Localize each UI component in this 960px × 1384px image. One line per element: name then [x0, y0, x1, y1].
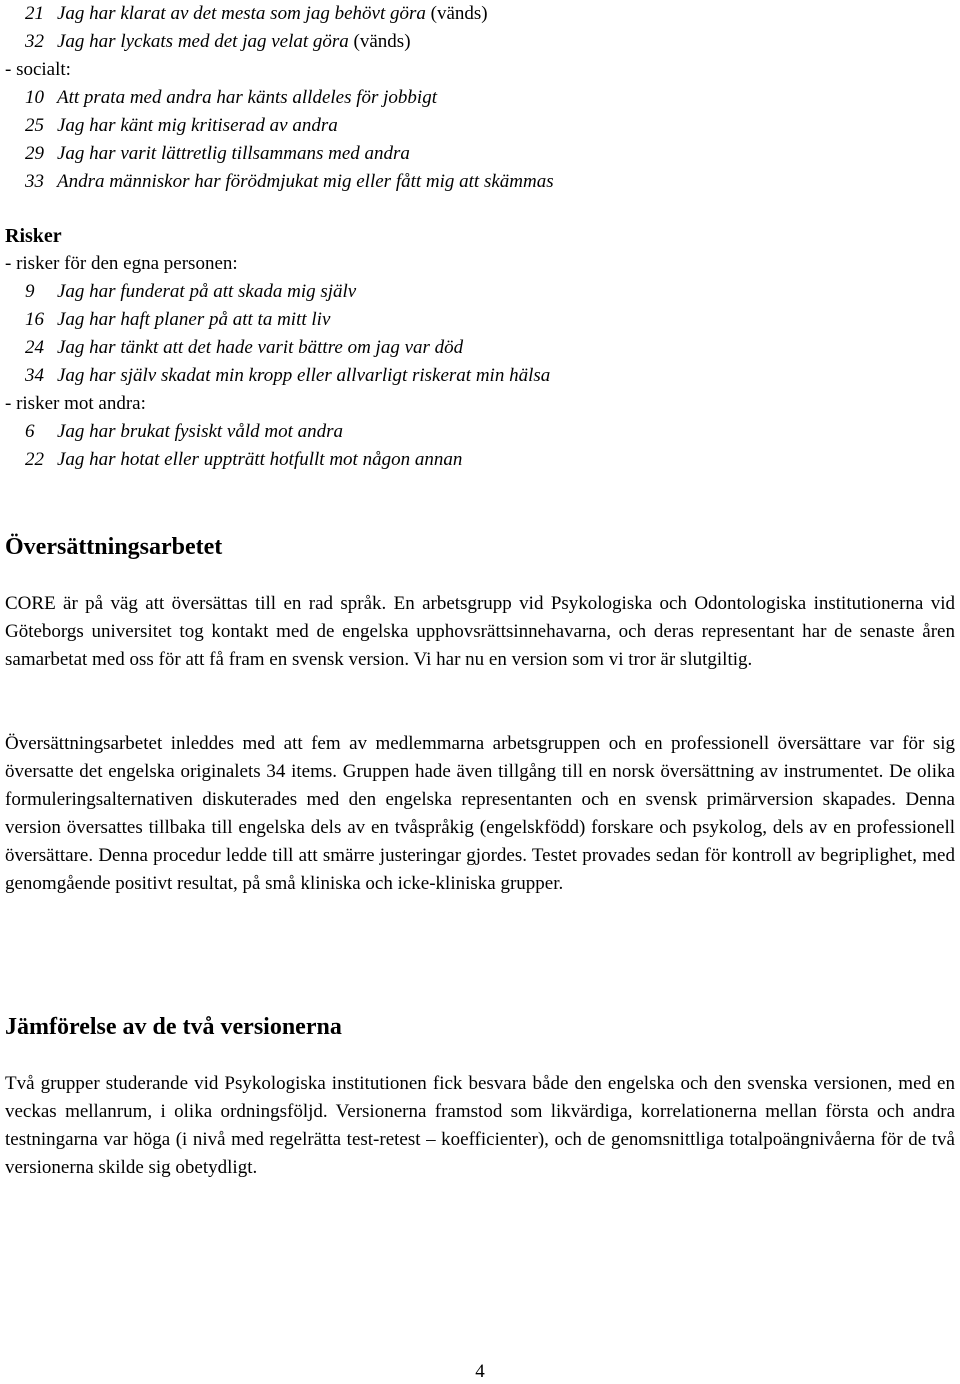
item-text: Att prata med andra har känts alldeles för jobbigt [57, 87, 437, 108]
list-item [5, 28, 955, 56]
item-text: Andra människor har förödmjukat mig eller fått mig att skämmas [57, 171, 554, 192]
item-number: 10 [25, 87, 44, 108]
top-item-list [5, 0, 955, 56]
list-item [5, 168, 955, 196]
list-item [5, 140, 955, 168]
item-number: 22 [25, 449, 44, 470]
list-item [5, 0, 955, 28]
item-number: 16 [25, 309, 44, 330]
jamforelse-heading: Jämförelse av de två versionerna [5, 1014, 342, 1040]
list-item [5, 446, 955, 474]
item-number: 9 [25, 281, 35, 302]
risker-heading: Risker [5, 225, 62, 247]
page-number: 4 [475, 1361, 485, 1382]
item-number: 32 [25, 31, 44, 52]
item-number: 6 [25, 421, 35, 442]
item-suffix: (vänds) [425, 3, 488, 24]
risker-section [5, 222, 955, 474]
socialt-section [5, 56, 955, 196]
list-item [5, 334, 955, 362]
item-number: 25 [25, 115, 44, 136]
item-text: Jag har tänkt att det hade varit bättre om jag var död [57, 337, 464, 358]
item-text: Jag har brukat fysiskt våld mot andra [57, 421, 344, 442]
socialt-label: - socialt: [5, 59, 71, 80]
item-text: Jag har lyckats med det jag velat göra [57, 31, 349, 52]
oversattning-paragraph-1: CORE är på väg att översättas till en rad språk. En arbetsgrupp vid Psykologiska och Odontologiska institutionerna vid Göteborgs universitet tog kontakt med de engelska upphovsrättsinnehavarna, och deras representant har de senaste åren samarbetat med oss för att få fram en svensk version. Vi har nu en version som vi tror är slutgiltig. [5, 593, 955, 670]
item-number: 24 [25, 337, 44, 358]
item-suffix: (vänds) [348, 31, 411, 52]
item-text: Jag har varit lättretlig tillsammans med andra [57, 143, 410, 164]
list-item [5, 362, 955, 390]
jamforelse-paragraph-1: Två grupper studerande vid Psykologiska institutionen fick besvara både den engelska och den svenska versionen, med en veckas mellanrum, i olika ordningsföljd. Versionerna framstod som likvärdiga, korrelationerna mellan första och andra testningarna var höga (i nivå med regelrätta test-retest – koefficienter), och de genomsnittliga totalpoängnivåerna för de två versionerna skilde sig obetydligt. [5, 1073, 955, 1178]
item-number: 33 [25, 171, 44, 192]
item-text: Jag har hotat eller uppträtt hotfullt mot någon annan [57, 449, 463, 470]
item-text: Jag har funderat på att skada mig själv [57, 281, 357, 302]
oversattning-heading: Översättningsarbetet [5, 534, 223, 560]
item-text: Jag har känt mig kritiserad av andra [57, 115, 338, 136]
oversattning-paragraph-2: Översättningsarbetet inleddes med att fem av medlemmarna arbetsgruppen och en professionell översättare var för sig översatte det engelska originalets 34 items. Gruppen hade även tillgång till en norsk översättning av instrumentet. De olika formuleringsalternativen diskuterades med den engelska representanten och en svensk primärversion skapades. Denna version översattes tillbaka till engelska dels av en tvåspråkig (engelskfödd) forskare och psykolog, dels av en professionell översättare. Denna procedur ledde till att smärre justeringar gjordes. Testet provades sedan för kontroll av begriplighet, med genomgående positivt resultat, på små kliniska och icke-kliniska grupper. [5, 733, 955, 894]
item-text: Jag har själv skadat min kropp eller allvarligt riskerat min hälsa [57, 365, 551, 386]
list-item [5, 84, 955, 112]
item-text: Jag har haft planer på att ta mitt liv [57, 309, 331, 330]
risker-self-label: - risker för den egna personen: [5, 253, 238, 274]
list-item [5, 418, 955, 446]
item-number: 29 [25, 143, 44, 164]
item-number: 34 [25, 365, 44, 386]
risker-others-label: - risker mot andra: [5, 393, 146, 414]
item-number: 21 [25, 3, 44, 24]
list-item [5, 306, 955, 334]
item-text: Jag har klarat av det mesta som jag behövt göra [57, 3, 426, 24]
list-item [5, 278, 955, 306]
list-item [5, 112, 955, 140]
